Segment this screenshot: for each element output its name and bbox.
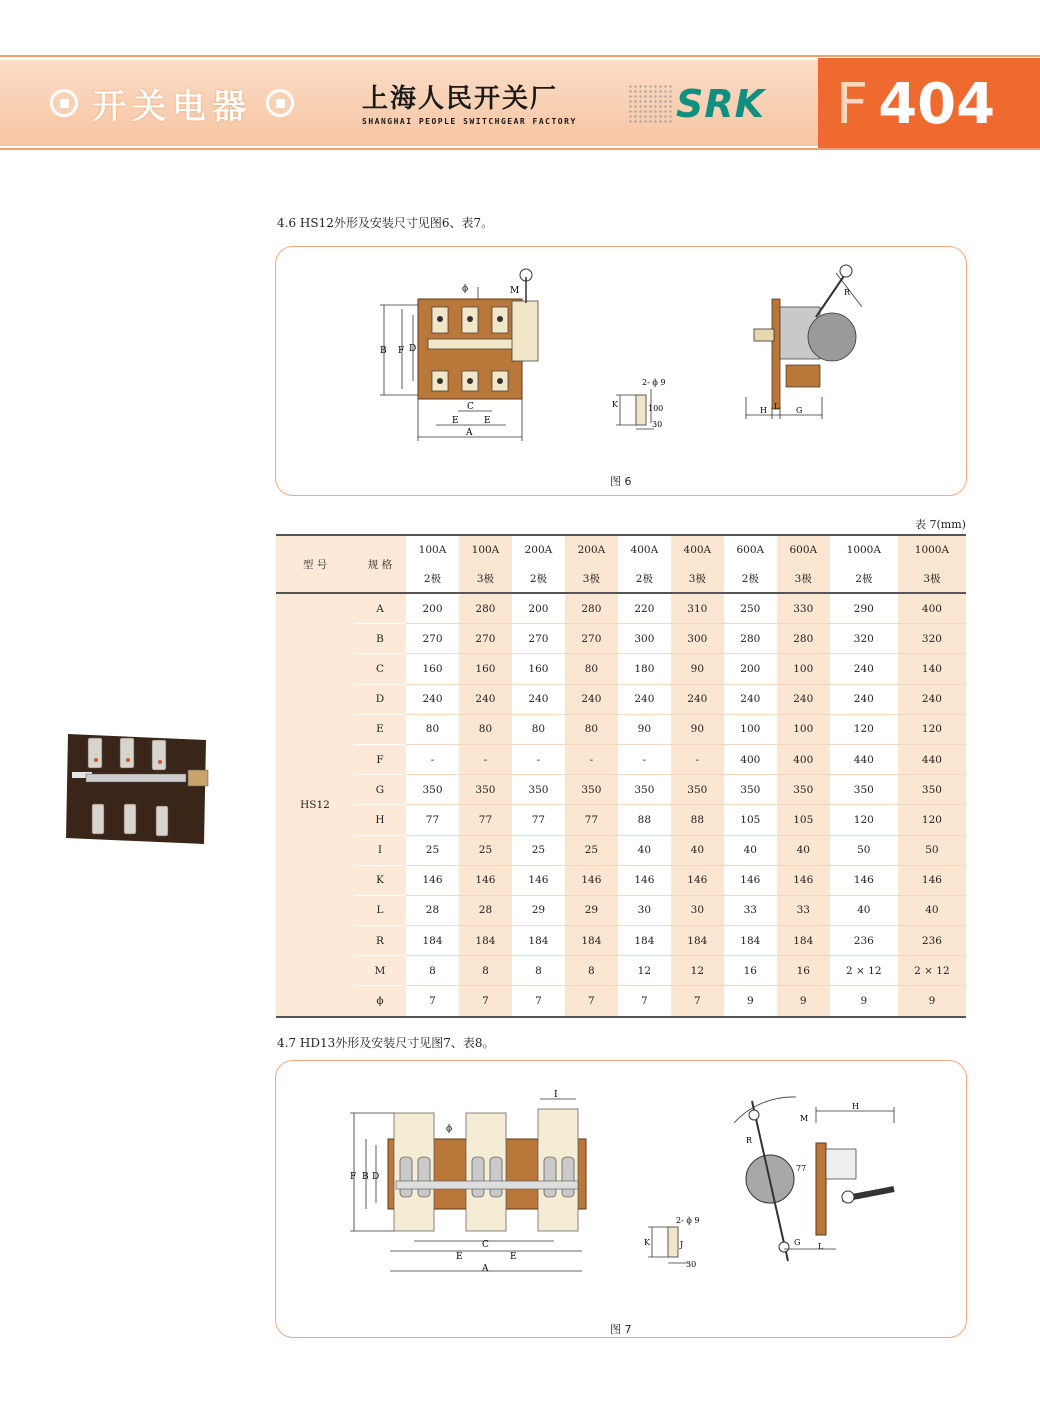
table-cell: 184 — [459, 926, 512, 956]
table-cell: 184 — [618, 926, 671, 956]
fig7-label-b: B — [362, 1172, 369, 1182]
table-cell: 240 — [671, 684, 724, 714]
table-cell: 29 — [565, 895, 618, 925]
table-cell: 105 — [777, 805, 830, 835]
fig7-label-r: R — [746, 1136, 753, 1145]
fig7-label-77: 77 — [796, 1164, 807, 1173]
rating-header: 200A — [565, 535, 618, 564]
poles-header: 2极 — [406, 564, 459, 593]
figure-6-drawing — [276, 247, 966, 495]
table-cell: 300 — [671, 624, 724, 654]
table-cell: 50 — [898, 835, 966, 865]
table-cell: 33 — [777, 895, 830, 925]
table-cell: 180 — [618, 654, 671, 684]
poles-header: 3极 — [459, 564, 512, 593]
table-cell: 290 — [830, 593, 898, 624]
table-cell: 146 — [671, 865, 724, 895]
table-cell: 12 — [618, 956, 671, 986]
table-cell: 240 — [406, 684, 459, 714]
table-cell: 320 — [830, 624, 898, 654]
section-caption-4-6: 4.6 HS12外形及安装尺寸见图6、表7。 — [277, 216, 494, 230]
fig7-label-k: K — [644, 1238, 650, 1247]
table-7-title: 表 7(mm) — [915, 518, 966, 531]
fig6-label-e1: E — [452, 416, 459, 426]
table-cell: 40 — [830, 895, 898, 925]
table-row — [276, 926, 966, 956]
table-cell: 240 — [618, 684, 671, 714]
table-cell: 200 — [724, 654, 777, 684]
table-row — [276, 684, 966, 714]
table-cell: 77 — [406, 805, 459, 835]
table-cell: 77 — [565, 805, 618, 835]
table-row — [276, 714, 966, 744]
table-cell: 146 — [777, 865, 830, 895]
table-cell: 270 — [406, 624, 459, 654]
dimension-label: ϕ — [354, 986, 406, 1017]
table-cell: 146 — [898, 865, 966, 895]
table-cell: 330 — [777, 593, 830, 624]
table-cell: 28 — [459, 895, 512, 925]
table-cell: 270 — [512, 624, 565, 654]
table-cell: 16 — [777, 956, 830, 986]
company-name-en: SHANGHAI PEOPLE SWITCHGEAR FACTORY — [362, 117, 577, 126]
table-cell: 33 — [724, 895, 777, 925]
table-cell: 310 — [671, 593, 724, 624]
table-cell: 29 — [512, 895, 565, 925]
dimension-label: D — [354, 684, 406, 714]
table-cell: 350 — [565, 775, 618, 805]
table-cell: 7 — [618, 986, 671, 1017]
table-cell: 350 — [830, 775, 898, 805]
header-top-rule — [0, 55, 1040, 57]
table-cell: - — [671, 744, 724, 774]
rating-header: 200A — [512, 535, 565, 564]
spec-header: 规 格 — [354, 535, 406, 593]
table-cell: 88 — [671, 805, 724, 835]
poles-header: 3极 — [777, 564, 830, 593]
table-cell: 240 — [565, 684, 618, 714]
page-number: 404 — [878, 71, 996, 137]
table-cell: 90 — [671, 654, 724, 684]
table-cell: 40 — [777, 835, 830, 865]
table-cell: 7 — [671, 986, 724, 1017]
table-cell: 350 — [459, 775, 512, 805]
table-cell: 40 — [671, 835, 724, 865]
table-row — [276, 624, 966, 654]
table-cell: 8 — [512, 956, 565, 986]
dimension-label: K — [354, 865, 406, 895]
table-cell: 8 — [565, 956, 618, 986]
table-cell: 8 — [406, 956, 459, 986]
table-cell: 220 — [618, 593, 671, 624]
table-cell: 90 — [618, 714, 671, 744]
table-cell: 350 — [512, 775, 565, 805]
table-cell: 16 — [724, 956, 777, 986]
table-cell: 25 — [459, 835, 512, 865]
product-photo — [64, 730, 214, 848]
dimension-label: I — [354, 835, 406, 865]
table-cell: 146 — [618, 865, 671, 895]
fig7-label-m: M — [800, 1114, 809, 1123]
table-row — [276, 956, 966, 986]
table-cell: 146 — [830, 865, 898, 895]
table-cell: - — [406, 744, 459, 774]
dimension-label: H — [354, 805, 406, 835]
table-cell: - — [565, 744, 618, 774]
section-caption-4-7: 4.7 HD13外形及安装尺寸见图7、表8。 — [277, 1036, 495, 1050]
table-row — [276, 986, 966, 1017]
table-cell: 240 — [830, 684, 898, 714]
table-cell: 184 — [512, 926, 565, 956]
fig7-label-30: 30 — [686, 1260, 697, 1269]
rating-header: 400A — [671, 535, 724, 564]
table-cell: 140 — [898, 654, 966, 684]
table-cell: 146 — [459, 865, 512, 895]
table-cell: 25 — [512, 835, 565, 865]
table-cell: 8 — [459, 956, 512, 986]
figure-7-box — [275, 1060, 967, 1338]
table-cell: 184 — [671, 926, 724, 956]
table-cell: 400 — [777, 744, 830, 774]
table-cell: 28 — [406, 895, 459, 925]
table-row — [276, 744, 966, 774]
table-cell: 400 — [724, 744, 777, 774]
table-cell: 40 — [724, 835, 777, 865]
dimension-label: B — [354, 624, 406, 654]
table-cell: 240 — [512, 684, 565, 714]
table-cell: 30 — [671, 895, 724, 925]
table-cell: 160 — [459, 654, 512, 684]
table-cell: 240 — [459, 684, 512, 714]
rating-header: 100A — [406, 535, 459, 564]
table-cell: 350 — [671, 775, 724, 805]
rating-header: 600A — [777, 535, 830, 564]
table-cell: 160 — [512, 654, 565, 684]
fig7-label-holes: 2- ϕ 9 — [676, 1216, 700, 1225]
table-cell: 320 — [898, 624, 966, 654]
table-cell: 105 — [724, 805, 777, 835]
dimension-label: C — [354, 654, 406, 684]
table-cell: 50 — [830, 835, 898, 865]
poles-header: 2极 — [618, 564, 671, 593]
table-cell: 2 × 12 — [898, 956, 966, 986]
table-7 — [276, 534, 966, 1018]
table-row — [276, 805, 966, 835]
table-cell: 184 — [565, 926, 618, 956]
table-cell: 250 — [724, 593, 777, 624]
category-title — [50, 80, 294, 126]
table-cell: 160 — [406, 654, 459, 684]
fig6-label-phi: ϕ — [462, 284, 469, 294]
dimension-label: R — [354, 926, 406, 956]
brand-logo: SRK — [676, 82, 766, 126]
table-cell: 146 — [512, 865, 565, 895]
dimension-label: G — [354, 775, 406, 805]
table-row — [276, 775, 966, 805]
table-cell: 350 — [898, 775, 966, 805]
table-row — [276, 895, 966, 925]
table-cell: 270 — [565, 624, 618, 654]
fig6-label-e2: E — [484, 416, 491, 426]
company-logo — [362, 78, 577, 126]
model-cell: HS12 — [276, 593, 354, 1017]
table-cell: 184 — [777, 926, 830, 956]
table-cell: 146 — [406, 865, 459, 895]
table-cell: 440 — [830, 744, 898, 774]
dimension-label: M — [354, 956, 406, 986]
poles-header: 3极 — [671, 564, 724, 593]
table-cell: 9 — [724, 986, 777, 1017]
table-cell: 184 — [724, 926, 777, 956]
fig7-label-g: G — [794, 1238, 801, 1247]
table-cell: 80 — [565, 714, 618, 744]
table-cell: 240 — [724, 684, 777, 714]
table-cell: - — [512, 744, 565, 774]
table-cell: 240 — [898, 684, 966, 714]
rating-header: 100A — [459, 535, 512, 564]
poles-header: 2极 — [724, 564, 777, 593]
table-cell: 7 — [512, 986, 565, 1017]
table-cell: 400 — [898, 593, 966, 624]
rating-header: 400A — [618, 535, 671, 564]
dimension-label: E — [354, 714, 406, 744]
fig7-label-a: A — [482, 1264, 489, 1274]
figure-7-label: 图 7 — [610, 1323, 632, 1336]
rating-header: 1000A — [830, 535, 898, 564]
table-cell: 9 — [777, 986, 830, 1017]
table-cell: 40 — [898, 895, 966, 925]
table-cell: 100 — [724, 714, 777, 744]
table-cell: 200 — [512, 593, 565, 624]
category-label: 开关电器 — [92, 86, 252, 127]
table-cell: 12 — [671, 956, 724, 986]
fig6-label-f: F — [398, 346, 405, 356]
table-cell: 350 — [618, 775, 671, 805]
fig7-label-f: F — [350, 1172, 357, 1182]
table-cell: 280 — [565, 593, 618, 624]
poles-header: 2极 — [830, 564, 898, 593]
table-cell: 146 — [724, 865, 777, 895]
fig6-label-g: G — [796, 406, 803, 415]
fig6-label-l: L — [774, 402, 780, 411]
table-cell: 146 — [565, 865, 618, 895]
table-body — [276, 593, 966, 1017]
header-bottom-rule — [0, 148, 1040, 150]
poles-header: 3极 — [898, 564, 966, 593]
table-cell: 350 — [777, 775, 830, 805]
fig6-label-a: A — [466, 428, 473, 438]
table-row — [276, 835, 966, 865]
table-cell: 90 — [671, 714, 724, 744]
table-cell: 240 — [777, 684, 830, 714]
bullet-icon — [266, 89, 294, 117]
fig7-label-e1: E — [456, 1252, 463, 1262]
table-cell: - — [618, 744, 671, 774]
fig6-label-b: B — [380, 346, 387, 356]
table-cell: 440 — [898, 744, 966, 774]
rating-header: 600A — [724, 535, 777, 564]
fig6-label-c: C — [467, 402, 474, 412]
page-prefix: F — [836, 71, 869, 137]
fig7-label-phi: ϕ — [446, 1124, 453, 1134]
table-cell: 80 — [459, 714, 512, 744]
table-cell: 2 × 12 — [830, 956, 898, 986]
fig7-label-d: D — [372, 1172, 380, 1182]
table-cell: 80 — [565, 654, 618, 684]
dimension-label: A — [354, 593, 406, 624]
table-cell: 350 — [724, 775, 777, 805]
table-row — [276, 865, 966, 895]
table-row — [276, 593, 966, 624]
table-cell: 120 — [898, 805, 966, 835]
page-number-block — [818, 58, 1040, 150]
table-cell: 236 — [830, 926, 898, 956]
table-cell: 100 — [777, 654, 830, 684]
fig7-label-j: J — [680, 1240, 684, 1249]
page-header — [0, 60, 1040, 146]
table-cell: 7 — [406, 986, 459, 1017]
table-cell: 77 — [459, 805, 512, 835]
fig7-label-i: I — [554, 1090, 558, 1100]
table-cell: 240 — [830, 654, 898, 684]
table-cell: 100 — [777, 714, 830, 744]
table-cell: 120 — [898, 714, 966, 744]
table-cell: - — [459, 744, 512, 774]
table-cell: 40 — [618, 835, 671, 865]
poles-header: 3极 — [565, 564, 618, 593]
table-cell: 80 — [512, 714, 565, 744]
table-cell: 350 — [406, 775, 459, 805]
table-cell: 270 — [459, 624, 512, 654]
table-cell: 80 — [406, 714, 459, 744]
table-cell: 300 — [618, 624, 671, 654]
fig6-label-d: D — [409, 344, 417, 354]
table-cell: 280 — [724, 624, 777, 654]
fig7-label-l: L — [818, 1242, 824, 1251]
table-cell: 9 — [830, 986, 898, 1017]
table-cell: 120 — [830, 805, 898, 835]
table-cell: 280 — [459, 593, 512, 624]
table-cell: 280 — [777, 624, 830, 654]
table-cell: 9 — [898, 986, 966, 1017]
fig7-label-e2: E — [510, 1252, 517, 1262]
figure-6-box — [275, 246, 967, 496]
table-cell: 120 — [830, 714, 898, 744]
bullet-icon — [50, 89, 78, 117]
table-cell: 7 — [459, 986, 512, 1017]
table-cell: 7 — [565, 986, 618, 1017]
fig6-label-h: H — [760, 406, 767, 415]
fig6-label-30: 30 — [652, 420, 663, 429]
table-cell: 25 — [406, 835, 459, 865]
fig7-label-h: H — [852, 1102, 859, 1111]
dot-pattern-icon — [628, 84, 672, 124]
fig6-label-m: M — [510, 286, 520, 296]
dimension-label: F — [354, 744, 406, 774]
table-cell: 200 — [406, 593, 459, 624]
fig7-label-c: C — [482, 1240, 489, 1250]
rating-header: 1000A — [898, 535, 966, 564]
fig6-label-r: R — [844, 288, 851, 297]
company-name-cn: 上海人民开关厂 — [362, 84, 559, 114]
table-cell: 184 — [406, 926, 459, 956]
table-cell: 25 — [565, 835, 618, 865]
model-header: 型 号 — [276, 535, 354, 593]
figure-6-label: 图 6 — [610, 475, 632, 488]
dimension-label: L — [354, 895, 406, 925]
fig6-label-holes: 2- ϕ 9 — [642, 378, 666, 387]
poles-header: 2极 — [512, 564, 565, 593]
table-cell: 77 — [512, 805, 565, 835]
fig6-label-100: 100 — [648, 404, 664, 413]
table-header-row-ratings — [276, 535, 966, 564]
fig6-label-k: K — [612, 400, 618, 409]
table-cell: 88 — [618, 805, 671, 835]
table-cell: 30 — [618, 895, 671, 925]
figure-7-drawing — [276, 1061, 966, 1337]
table-row — [276, 654, 966, 684]
table-cell: 236 — [898, 926, 966, 956]
